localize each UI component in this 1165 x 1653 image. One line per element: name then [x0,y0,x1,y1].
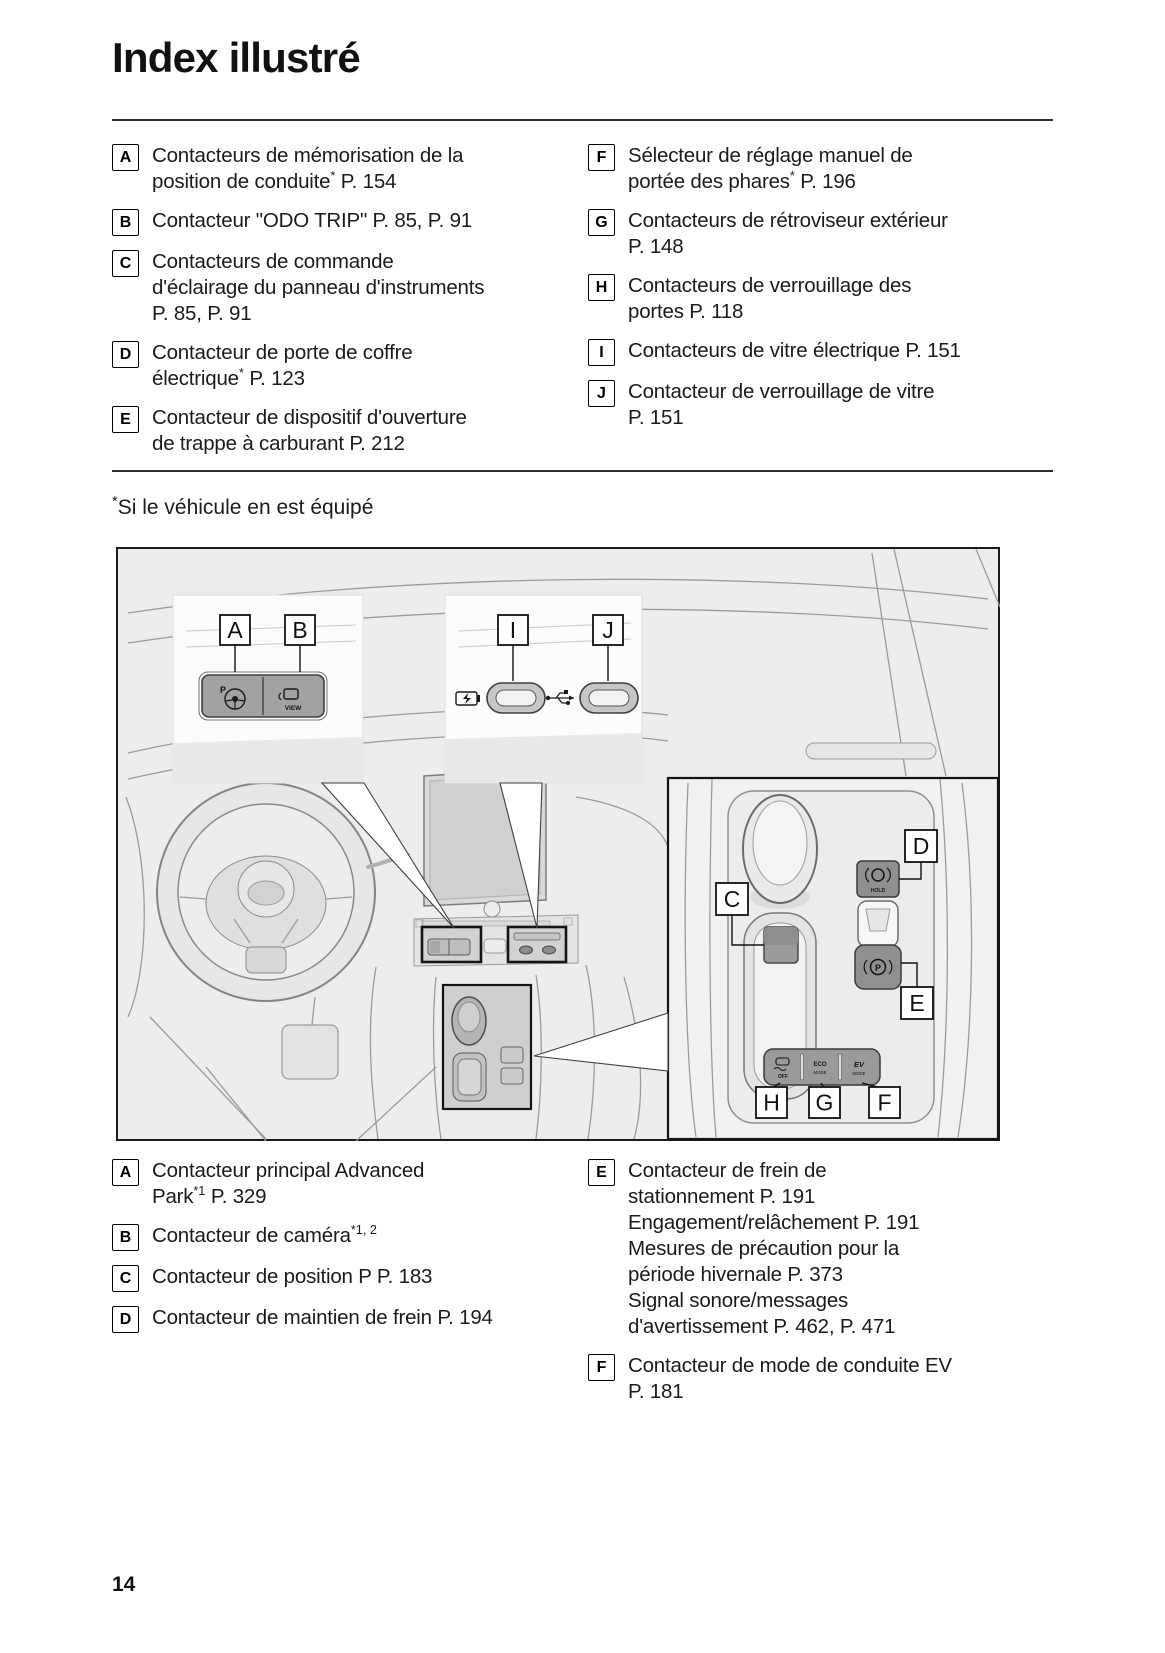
svg-text:ECO: ECO [813,1062,827,1068]
list-item [588,208,1060,260]
svg-text:VIEW: VIEW [284,705,302,712]
item-letter-badge: D [112,1306,139,1333]
usb-charge-port [487,683,545,713]
svg-text:H: H [763,1089,780,1116]
bottom-index-list-left [112,1158,584,1346]
item-letter-badge: G [588,209,615,236]
item-text: Contacteur de caméra$^{*1, 2}$ [152,1222,377,1247]
svg-text:B: B [292,617,308,643]
svg-text:I: I [509,617,517,643]
footnote-text: Si le véhicule en est équipé [117,496,374,519]
list-item [112,1305,584,1333]
item-letter-badge: F [588,144,615,171]
item-text: Contacteur principal Advanced Park$^{*1}$ P. 329 [152,1159,425,1208]
footnote [112,496,373,520]
top-index-list-left [112,143,584,470]
list-item [112,1264,584,1292]
svg-text:P: P [874,963,882,973]
item-letter-badge: H [588,274,615,301]
callout-label-b [285,615,315,645]
item-letter-badge: E [588,1159,615,1186]
volume-knob [484,901,500,917]
page-title: Index illustré [112,34,360,81]
list-item [112,143,584,195]
list-item [588,338,1060,366]
item-text: Contacteur de maintien de frein P. 194 [152,1306,493,1329]
bottom-index-list-right [588,1158,1066,1418]
callout-label-j [593,615,623,645]
item-letter-badge: B [112,1224,139,1251]
svg-text:C: C [723,886,741,912]
svg-text:F: F [877,1089,892,1116]
item-text: Contacteurs de vitre électrique P. 151 [628,339,961,362]
list-item [588,1353,1066,1405]
list-item [588,273,1060,325]
callout-label-a [220,615,250,645]
inset-park-camera-buttons [173,595,363,783]
callout-label-i [498,615,528,645]
list-item [588,143,1060,195]
list-item [112,208,584,236]
item-text: Contacteur de dispositif d'ouverture de trappe à carburant P. 212 [152,406,467,455]
ev-mode-button [853,1060,866,1076]
list-item [112,340,584,392]
dash-vent [806,743,936,759]
item-letter-badge: A [112,144,139,171]
middle-divider [112,470,1053,472]
item-letter-badge: D [112,341,139,368]
svg-text:D: D [912,833,930,859]
panel-light-controls-highlight [422,927,481,962]
item-text: Contacteur de mode de conduite EV P. 181 [628,1354,952,1403]
footnote-asterisk: * [112,494,118,510]
item-text: Contacteurs de rétroviseur extérieur P. 148 [628,209,948,258]
item-letter-badge: A [112,1159,139,1186]
page-number: 14 [112,1573,136,1596]
item-letter-badge: I [588,339,615,366]
dashboard-illustration [116,547,1000,1141]
dash-control-strip [414,915,578,966]
svg-text:J: J [602,617,614,643]
svg-text:EV: EV [853,1060,865,1069]
item-text: Contacteurs de commande d'éclairage du panneau d'instruments P. 85, P. 91 [152,250,485,325]
item-text: Contacteur de frein de stationnement P. 191 Engagement/relâchement P. 191 Mesures de précaution pour la période hivernale P. 373 Signal sonore/messages d'avertissement P. 462, P. 471 [628,1159,920,1338]
callout-label-e [901,987,933,1019]
item-text: Contacteur "ODO TRIP" P. 85, P. 91 [152,209,472,232]
svg-text:G: G [815,1089,834,1116]
callout-label-d [905,830,937,862]
svg-text:A: A [227,617,243,643]
drive-mode-button-row [764,1049,880,1085]
item-text: Contacteurs de mémorisation de la position de conduite* P. 154 [152,144,464,193]
list-item [112,405,584,457]
brake-hold-button [857,861,899,897]
list-item [112,1223,584,1251]
item-text: Contacteur de porte de coffre électrique* P. 123 [152,341,413,390]
parking-brake-switch [855,901,901,989]
item-letter-badge: C [112,1265,139,1292]
callout-label-c [716,883,748,915]
item-letter-badge: E [112,406,139,433]
item-letter-badge: J [588,380,615,407]
usb-ports-highlight [508,927,566,962]
item-text: Contacteurs de verrouillage des portes P. 118 [628,274,912,323]
list-item [588,1158,1066,1340]
top-divider [112,119,1053,121]
item-text: Contacteur de verrouillage de vitre P. 151 [628,380,935,429]
callout-label-g [809,1087,840,1118]
item-letter-badge: B [112,209,139,236]
list-item [588,379,1060,431]
item-text: Sélecteur de réglage manuel de portée des phares* P. 196 [628,144,913,193]
item-letter-badge: F [588,1354,615,1381]
usb-data-port [580,683,638,713]
list-item [112,249,584,327]
item-letter-badge: C [112,250,139,277]
svg-text:MODE: MODE [813,1070,827,1075]
inset-usb-ports [445,595,642,783]
svg-text:MODE: MODE [852,1071,866,1076]
callout-label-h [756,1087,787,1118]
item-text: Contacteur de position P P. 183 [152,1265,433,1288]
callout-label-f [869,1087,900,1118]
svg-text:P: P [219,685,227,695]
list-item [112,1158,584,1210]
top-index-list-right [588,143,1060,444]
svg-text:E: E [909,990,925,1016]
p-position-button [764,927,798,963]
svg-text:OFF: OFF [778,1074,788,1080]
svg-text:HOLD: HOLD [870,888,886,894]
inset-center-console [668,778,998,1139]
